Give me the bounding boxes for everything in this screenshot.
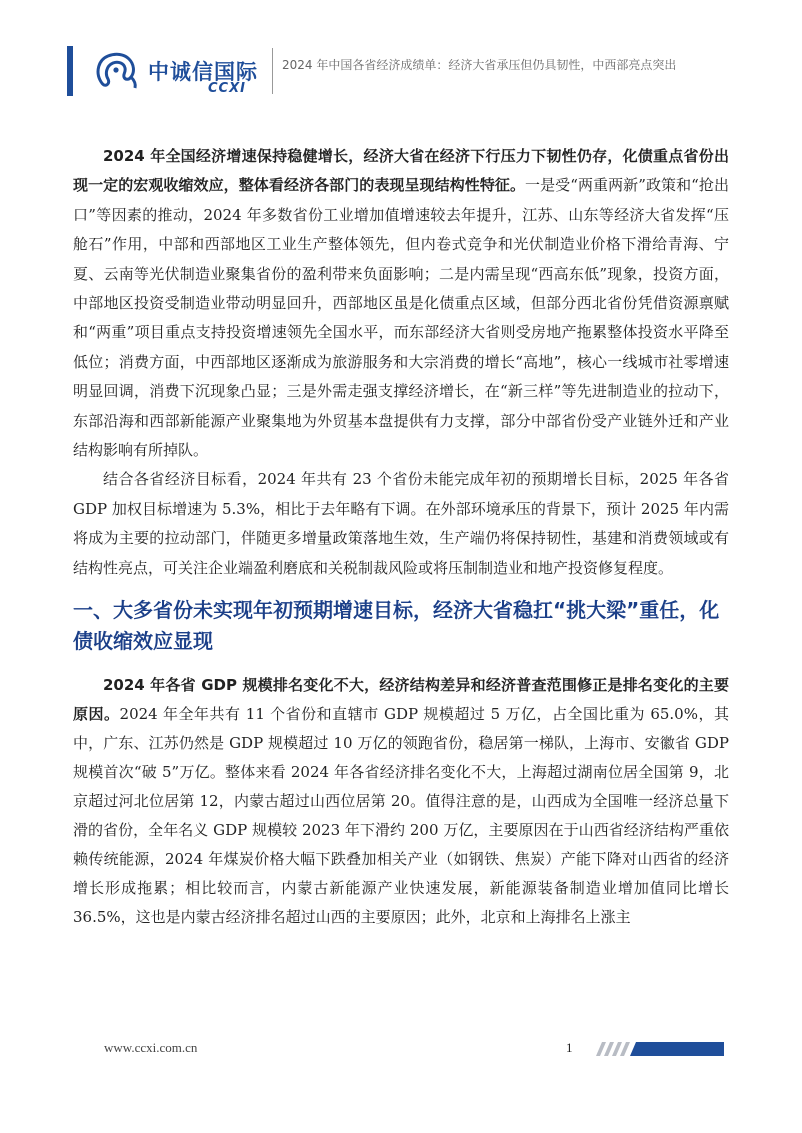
header-accent-bar — [67, 46, 73, 96]
document-title: 2024 年中国各省经济成绩单：经济大省承压但仍具韧性，中西部亮点突出 — [282, 58, 677, 72]
brand-name-en: CCXI — [208, 81, 246, 96]
outlook-text: 结合各省经济目标看，2024 年共有 23 个省份未能完成年初的预期增长目标，2025 年各省 GDP 加权目标增速为 5.3%，相比于去年略有下调。在外部环境承压的背景下，预计 2025 年内需将成为主要的拉动部门，伴随更多增量政策落地生效，生产端仍将保持韧性，基建和消费领域或有结构性亮点，可关注企业端盈利磨底和关税制裁风险或将压制制造业和地产投资修复程度。 — [73, 470, 729, 577]
paragraph-summary — [73, 142, 729, 465]
page-header — [0, 0, 802, 100]
section-1-heading: 一、大多省份未实现年初预期增速目标，经济大省稳扛“挑大梁”重任，化债收缩效应显现 — [73, 598, 720, 654]
summary-body-text: 一是受“两重两新”政策和“抢出口”等因素的推动，2024 年多数省份工业增加值增速较去年提升，江苏、山东等经济大省发挥“压舱石”作用，中部和西部地区工业生产整体领先，但内卷式竞争和光伏制造业价格下滑给青海、宁夏、云南等光伏制造业聚集省份的盈利带来负面影响；二是内需呈现“西高东低”现象，投资方面，中部地区投资受制造业带动明显回升，西部地区虽是化债重点区域，但部分西北省份凭借资源禀赋和“两重”项目重点支持投资增速领先全国水平，而东部经济大省则受房地产拖累整体投资水平降至低位；消费方面，中西部地区逐渐成为旅游服务和大宗消费的增长“高地”，核心一线城市社零增速明显回调，消费下沉现象凸显；三是外需走强支撑经济增长，在“新三样”等先进制造业的拉动下，东部沿海和西部新能源产业聚集地为外贸基本盘提供有力支撑，部分中部省份受产业链外迁和产业结构影响有所掉队。 — [73, 176, 729, 460]
brand-name-cn: 中诚信国际 — [148, 60, 258, 84]
paragraph-gdp-ranking — [73, 671, 729, 932]
ccxi-elephant-logo-icon — [94, 50, 140, 90]
gdp-ranking-body-text: 2024 年全年共有 11 个省份和直辖市 GDP 规模超过 5 万亿，占全国比重为 65.0%，其中，广东、江苏仍然是 GDP 规模超过 10 万亿的领跑省份，稳居第一梯队，上海市、安徽省 GDP 规模首次“破 5”万亿。整体来看 2024 年各省经济排名变化不大，上海超过湖南位居全国第 9，北京超过河北位居第 12，内蒙古超过山西位居第 20。值得注意的是，山西成为全国唯一经济总量下滑的省份，全年名义 GDP 规模较 2023 年下滑约 200 万亿，主要原因在于山西省经济结构严重依赖传统能源，2024 年煤炭价格大幅下跌叠加相关产业（如钢铁、焦炭）产能下降对山西省的经济增长形成拖累；相比较而言，内蒙古新能源产业快速发展，新能源装备制造业增加值同比增长 36.5%，这也是内蒙古经济排名超过山西的主要原因；此外，北京和上海排名上涨主 — [73, 705, 729, 927]
header-divider — [272, 48, 273, 94]
summary-lead-sentence: 2024 年全国经济增速保持稳健增长，经济大省在经济下行压力下韧性仍存，化债重点省份出现一定的宏观收缩效应，整体看经济各部门的表现呈现结构性特征。 — [73, 147, 729, 195]
paragraph-outlook — [73, 465, 729, 583]
footer-website-url: www.ccxi.com.cn — [104, 1040, 198, 1055]
gdp-ranking-lead-sentence: 2024 年各省 GDP 规模排名变化不大，经济结构差异和经济普查范围修正是排名变化的主要原因。 — [73, 676, 729, 724]
report-body — [73, 142, 729, 932]
footer-stripe-decoration — [590, 1042, 724, 1056]
page-number: 1 — [566, 1040, 573, 1055]
page-footer — [0, 1030, 802, 1090]
